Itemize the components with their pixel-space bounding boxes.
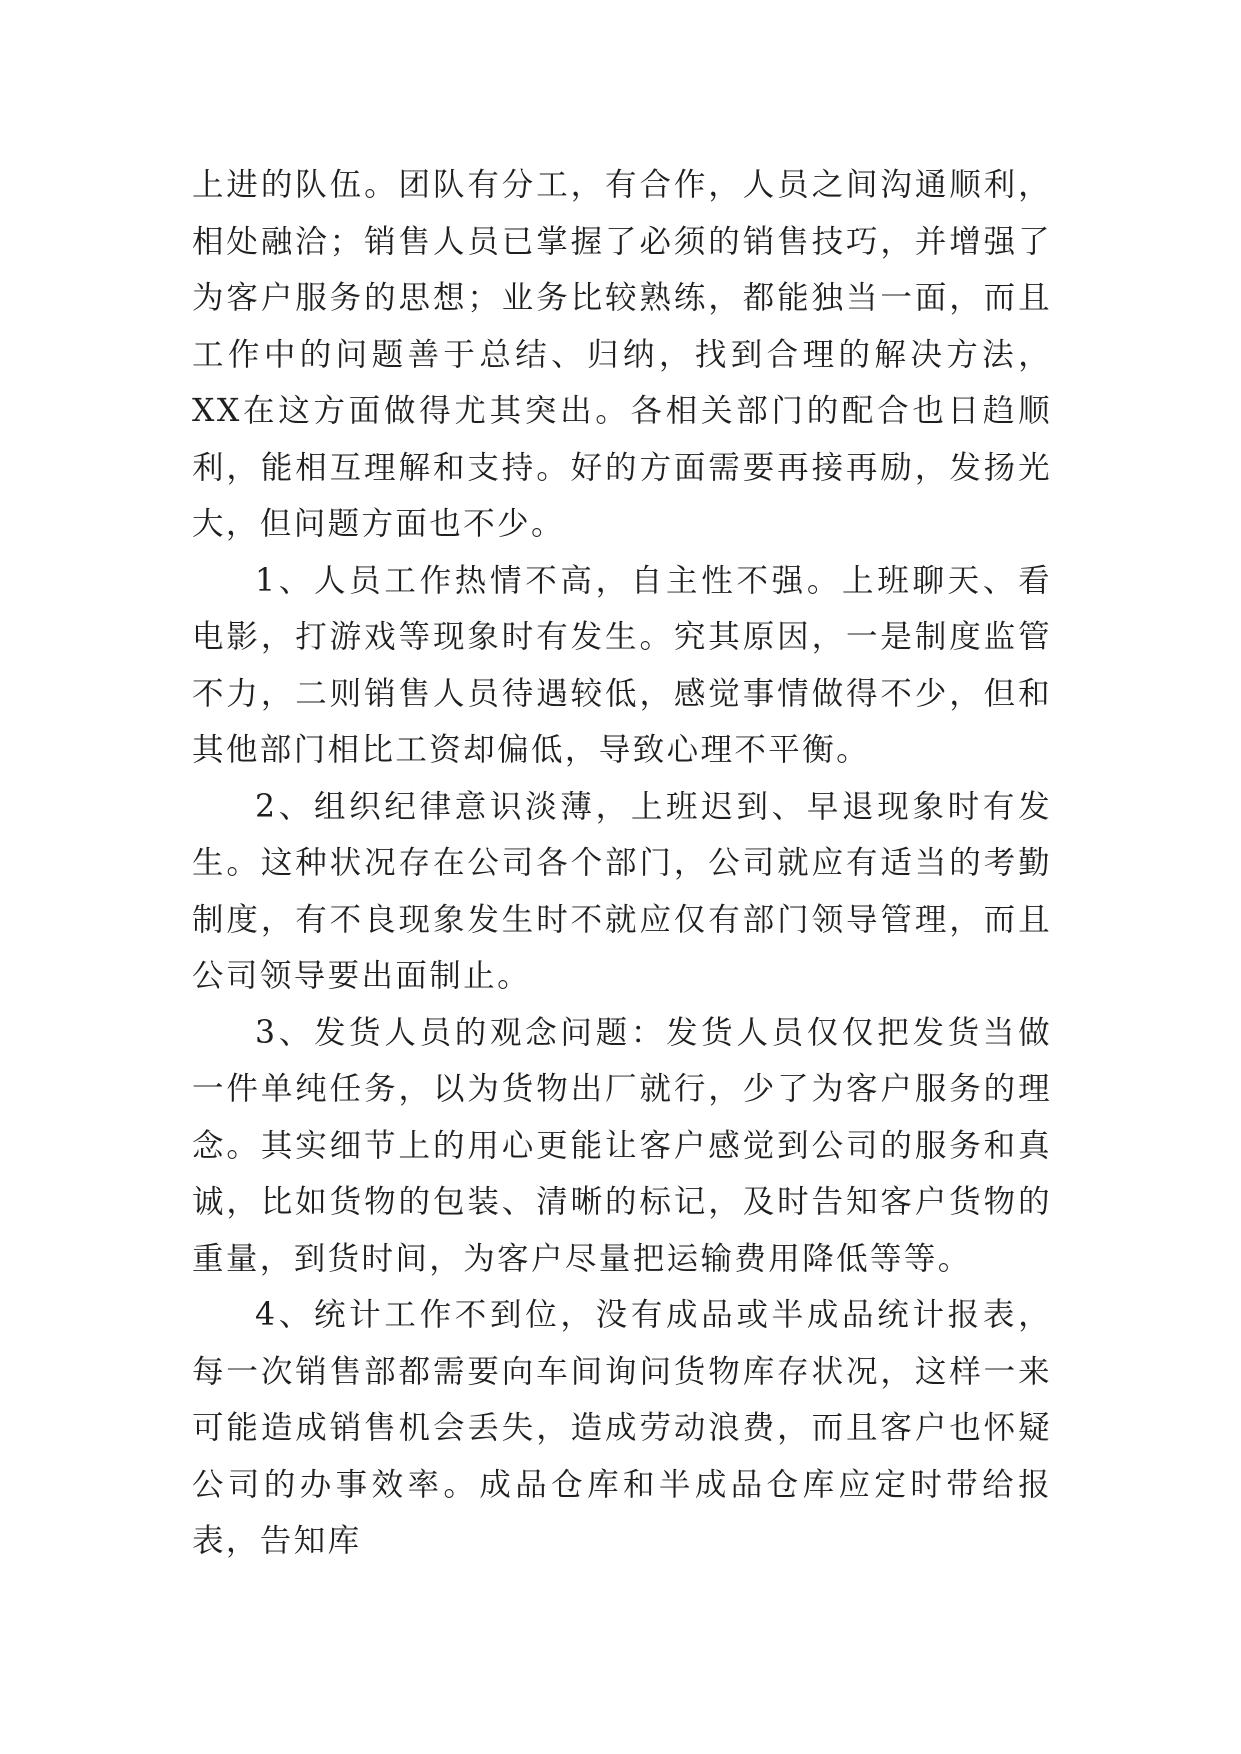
- paragraph-team-overview: 上进的队伍。团队有分工，有合作，人员之间沟通顺利，相处融洽；销售人员已掌握了必须的销售技巧，并增强了为客户服务的思想；业务比较熟练，都能独当一面，而且工作中的问题善于总结、归纳，找到合理的解决方法，XX在这方面做得尤其突出。各相关部门的配合也日趋顺利，能相互理解和支持。好的方面需要再接再励，发扬光大，但问题方面也不少。: [192, 167, 1052, 542]
- paragraph-issue-1: 1、人员工作热情不高，自主性不强。上班聊天、看电影，打游戏等现象时有发生。究其原因，一是制度监管不力，二则销售人员待遇较低，感觉事情做得不少，但和其他部门相比工资却偏低，导致心理不平衡。: [192, 562, 1052, 768]
- paragraph-issue-2: 2、组织纪律意识淡薄，上班迟到、早退现象时有发生。这种状况存在公司各个部门，公司就应有适当的考勤制度，有不良现象发生时不就应仅有部门领导管理，而且公司领导要出面制止。: [192, 788, 1052, 994]
- document-body: [192, 157, 1052, 1570]
- paragraph-issue-4: 4、统计工作不到位，没有成品或半成品统计报表，每一次销售部都需要向车间询问货物库存状况，这样一来可能造成销售机会丢失，造成劳动浪费，而且客户也怀疑公司的办事效率。成品仓库和半成品仓库应定时带给报表，告知库: [192, 1297, 1052, 1559]
- paragraph-issue-3: 3、发货人员的观念问题：发货人员仅仅把发货当做一件单纯任务，以为货物出厂就行，少了为客户服务的理念。其实细节上的用心更能让客户感觉到公司的服务和真诚，比如货物的包装、清晰的标记，及时告知客户货物的重量，到货时间，为客户尽量把运输费用降低等等。: [192, 1014, 1052, 1277]
